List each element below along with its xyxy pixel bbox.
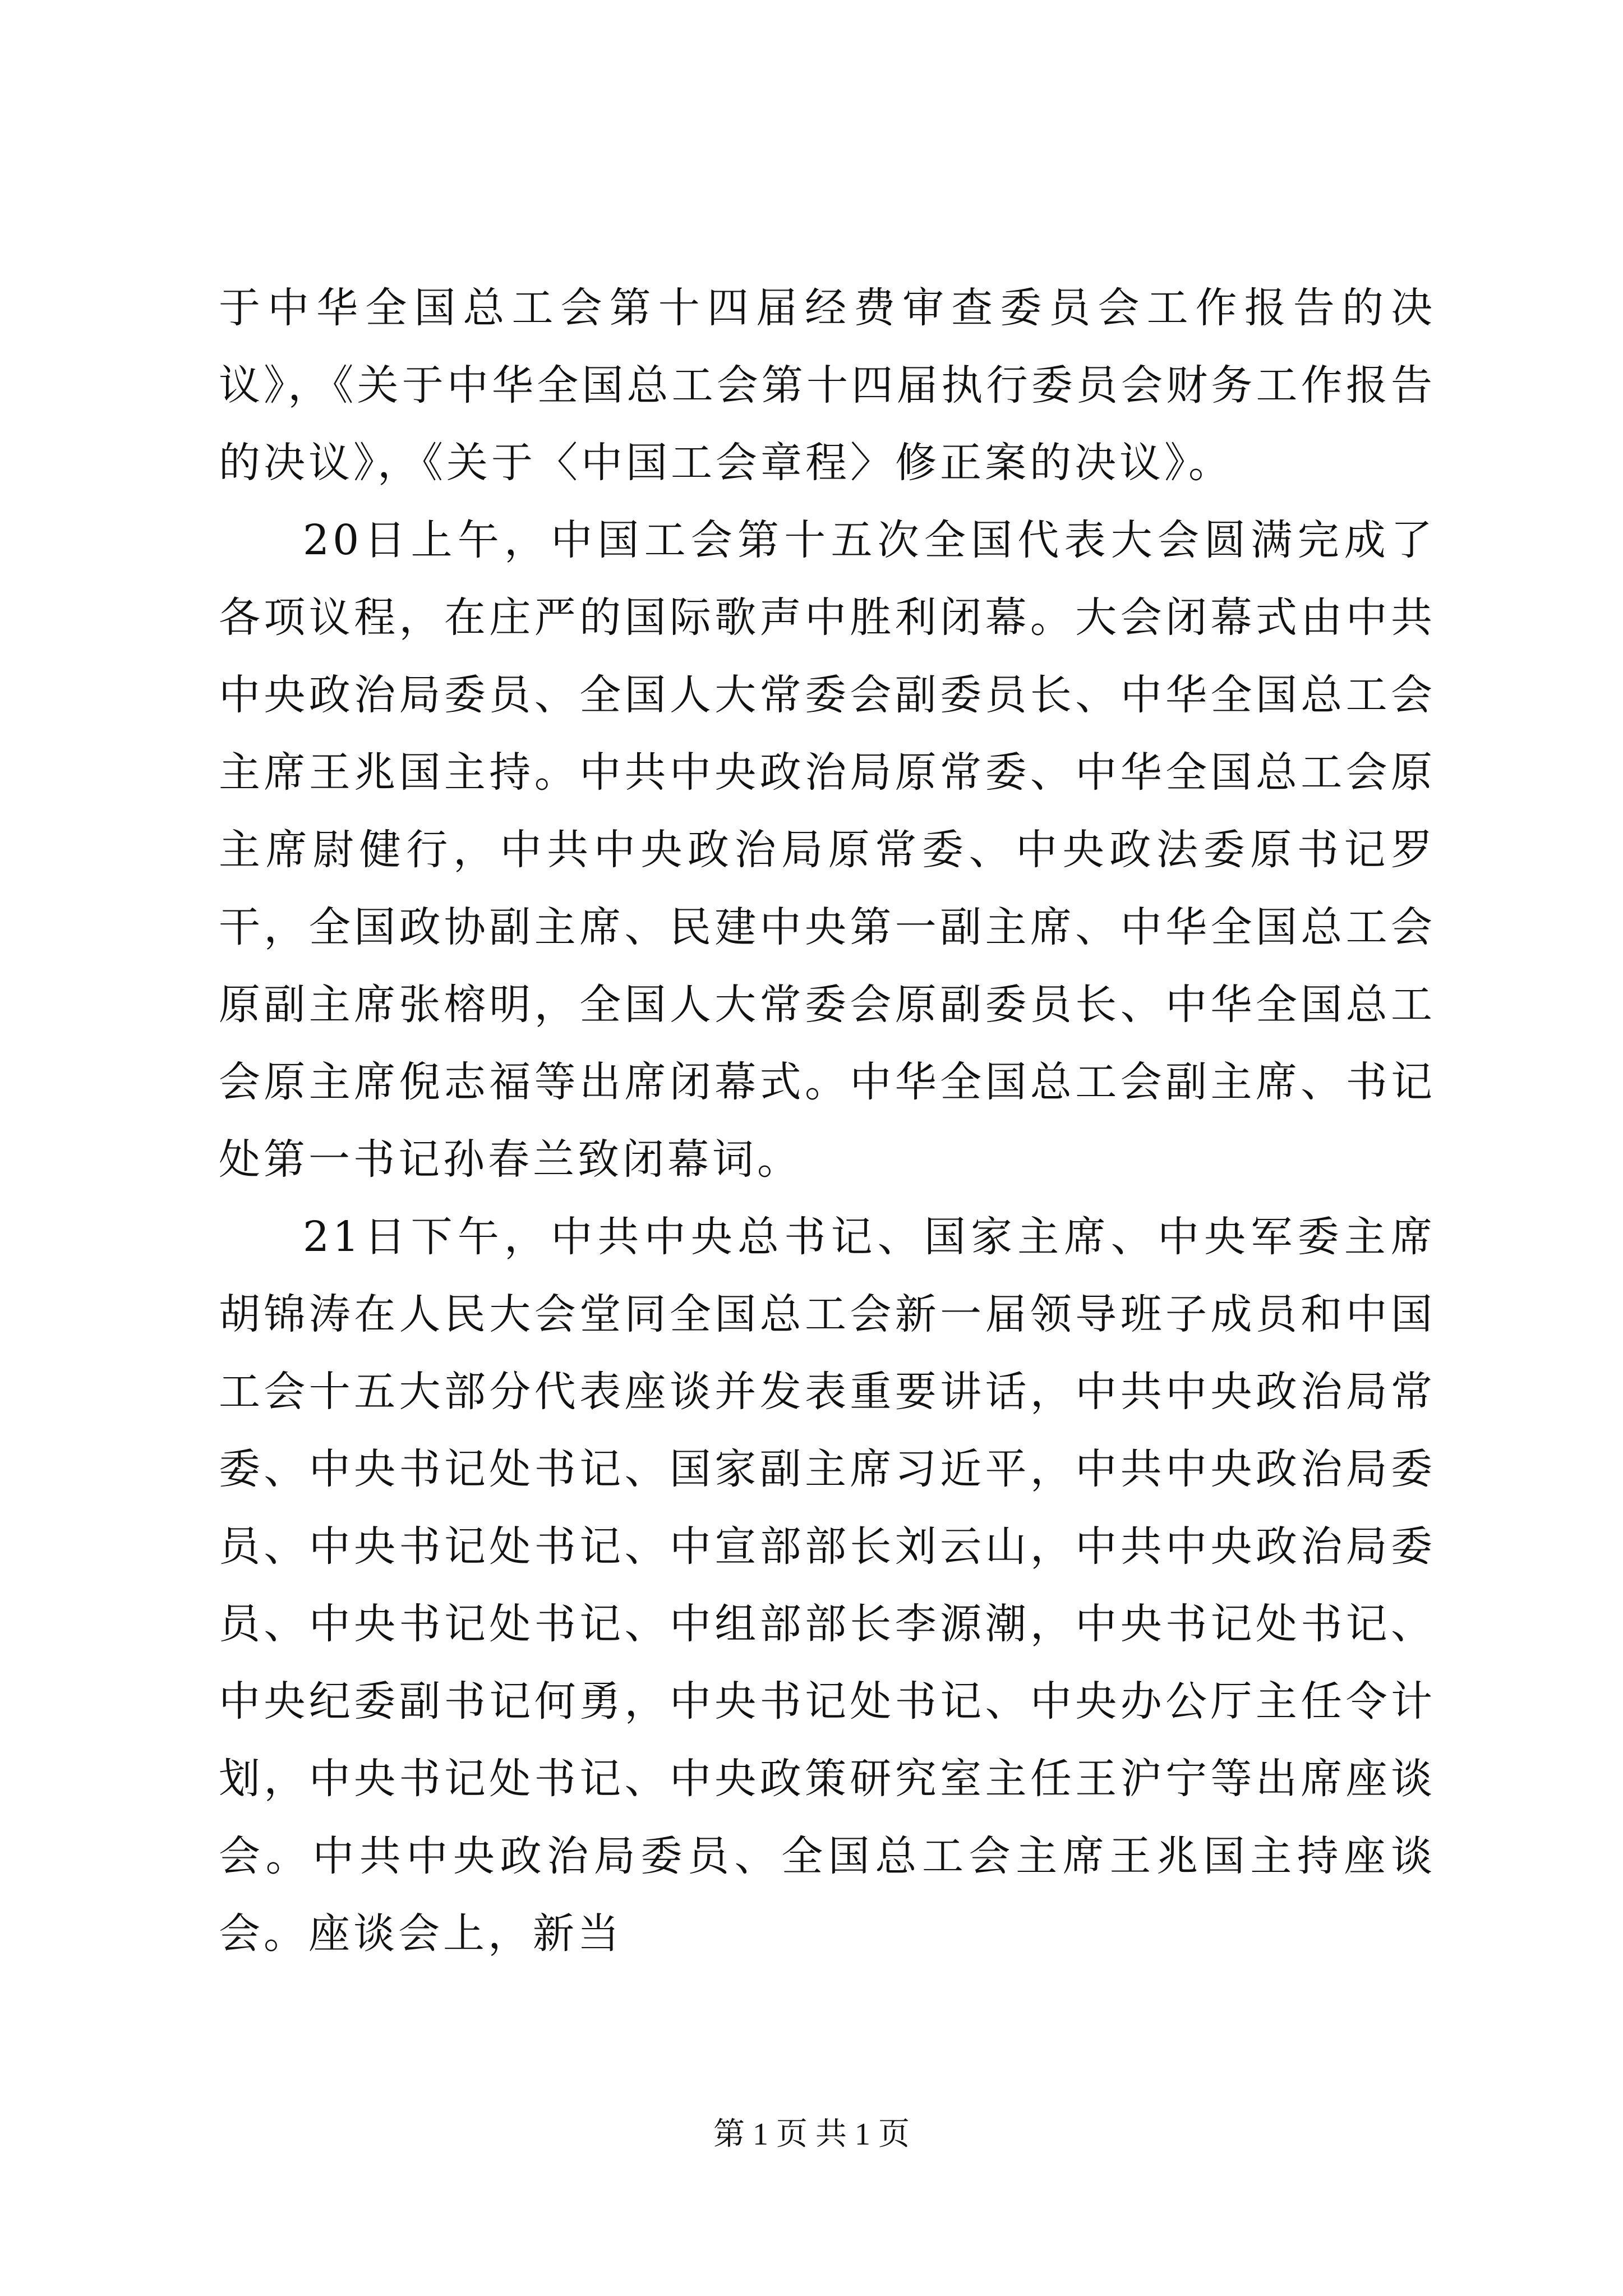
paragraph-3: 21日下午，中共中央总书记、国家主席、中央军委主席胡锦涛在人民大会堂同全国总工会新一届领导班子成员和中国工会十五大部分代表座谈并发表重要讲话，中共中央政治局常委、中央书记处书记、国家副主席习近平，中共中央政治局委员、中央书记处书记、中宣部部长刘云山，中共中央政治局委员、中央书记处书记、中组部部长李源潮，中央书记处书记、中央纪委副书记何勇，中央书记处书记、中央办公厅主任令计划，中央书记处书记、中央政策研究室主任王沪宁等出席座谈会。中共中央政治局委员、全国总工会主席王兆国主持座谈会。座谈会上，新当 — [219, 1213, 1436, 1958]
document-body — [219, 269, 1436, 1972]
page-footer — [0, 2115, 1623, 2154]
page-number-label: 第 1 页 共 1 页 — [713, 2117, 910, 2152]
paragraph-2: 20日上午，中国工会第十五次全国代表大会圆满完成了各项议程，在庄严的国际歌声中胜利闭幕。大会闭幕式由中共中央政治局委员、全国人大常委会副委员长、中华全国总工会主席王兆国主持。中共中央政治局原常委、中华全国总工会原主席尉健行，中共中央政治局原常委、中央政法委原书记罗干，全国政协副主席、民建中央第一副主席、中华全国总工会原副主席张榕明，全国人大常委会原副委员长、中华全国总工会原主席倪志福等出席闭幕式。中华全国总工会副主席、书记处第一书记孙春兰致闭幕词。 — [219, 516, 1436, 1184]
paragraph-1: 于中华全国总工会第十四届经费审查委员会工作报告的决议》，《关于中华全国总工会第十四届执行委员会财务工作报告的决议》，《关于〈中国工会章程〉修正案的决议》。 — [219, 284, 1436, 487]
